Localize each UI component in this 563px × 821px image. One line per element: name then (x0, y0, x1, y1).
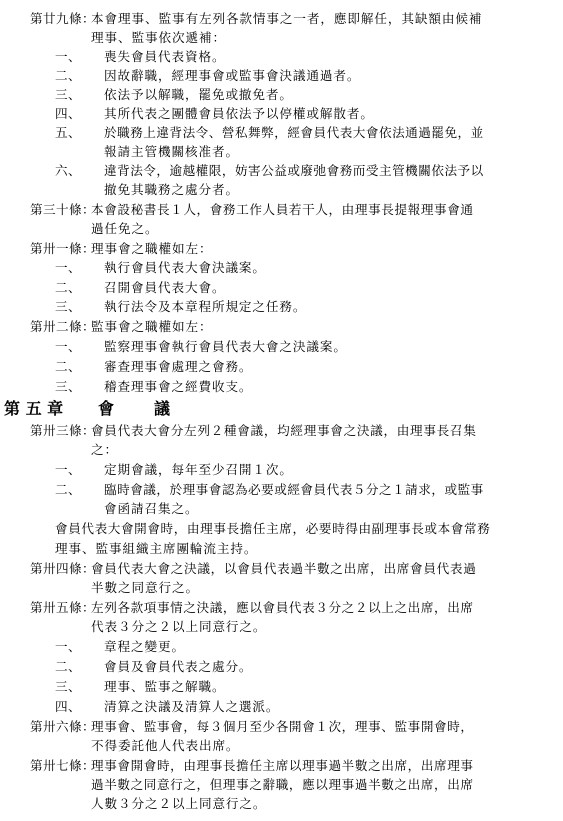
article-label: 第卅一條： (30, 241, 95, 256)
article-label: 第卅二條： (30, 319, 95, 334)
item-text: 定期會議，每年至少召開１次。 (104, 462, 293, 477)
item-number: 二、 (55, 482, 81, 497)
article-text-line: 半數之同意行之。 (91, 580, 199, 595)
item-number: 二、 (55, 359, 81, 374)
article-label: 第卅七條： (30, 758, 95, 773)
article-label: 第卅四條： (30, 561, 95, 576)
item-number: 一、 (55, 462, 81, 477)
article-text-line: 理事會開會時，由理事長擔任主席以理事過半數之出席，出席理事 (91, 758, 474, 773)
article-text-line: 理事、監事依次遞補： (91, 30, 226, 45)
article-text-line: 代表３分之２以上同意行之。 (91, 619, 267, 634)
item-text: 執行會員代表大會決議案。 (104, 260, 266, 275)
item-text: 其所代表之團體會員依法予以停權或解散者。 (104, 106, 374, 121)
article-text-line: 會員代表大會之決議，以會員代表過半數之出席，出席會員代表過 (91, 561, 477, 576)
article-text-line: 理事會之職權如左： (91, 241, 213, 256)
item-text: 召開會員代表大會。 (104, 280, 226, 295)
item-text: 撤免其職務之處分者。 (104, 182, 239, 197)
article-text-line: 過半數之同意行之，但理事之辭職，應以理事過半數之出席，出席 (91, 777, 474, 792)
paragraph-line: 會員代表大會開會時，由理事長擔任主席，必要時得由副理事長或本會常務 (55, 521, 491, 536)
item-text: 違背法令，逾越權限，妨害公益或廢弛會務而受主管機關依法予以 (104, 163, 484, 178)
paragraph-line: 理事、監事組織主席團輪流主持。 (55, 541, 258, 556)
item-number: 三、 (55, 87, 81, 102)
item-text: 監察理事會執行會員代表大會之決議案。 (104, 339, 347, 354)
article-text-line: 監事會之職權如左： (91, 319, 213, 334)
item-text: 因故辭職，經理事會或監事會決議通過者。 (104, 68, 361, 83)
article-label: 第卅六條： (30, 719, 95, 734)
item-text: 臨時會議，於理事會認為必要或經會員代表５分之１請求，或監事 (104, 482, 484, 497)
chapter-title-char: 會 (98, 399, 115, 418)
item-text: 章程之變更。 (104, 639, 185, 654)
item-text: 會員及會員代表之處分。 (104, 659, 253, 674)
item-number: 一、 (55, 639, 81, 654)
item-number: 二、 (55, 659, 81, 674)
item-text: 清算之決議及清算人之選派。 (104, 699, 280, 714)
item-text: 審查理事會處理之會務。 (104, 359, 253, 374)
item-number: 二、 (55, 68, 81, 83)
chapter-number: 第 五 章 (4, 399, 64, 418)
article-label: 第三十條： (30, 202, 95, 217)
item-text: 於職務上違背法令、營私舞弊，經會員代表大會依法通過罷免，並 (104, 125, 484, 140)
article-text-line: 本會理事、監事有左列各款情事之一者，應即解任，其缺額由候補 (91, 11, 483, 26)
item-text: 執行法令及本章程所規定之任務。 (104, 299, 307, 314)
item-number: 一、 (55, 339, 81, 354)
item-text: 會函請召集之。 (104, 501, 199, 516)
item-text: 報請主管機關核准者。 (104, 144, 239, 159)
item-text: 喪失會員代表資格。 (104, 49, 226, 64)
article-text-line: 人數３分之２以上同意行之。 (91, 796, 267, 811)
chapter-title-char: 議 (154, 399, 171, 418)
item-text: 依法予以解職，罷免或撤免者。 (104, 87, 293, 102)
item-number: 六、 (55, 163, 81, 178)
article-text-line: 不得委託他人代表出席。 (91, 738, 240, 753)
item-number: 二、 (55, 280, 81, 295)
article-text-line: 會員代表大會分左列２種會議，均經理事會之決議，由理事長召集 (91, 423, 477, 438)
article-text-line: 左列各款項事情之決議，應以會員代表３分之２以上之出席，出席 (91, 600, 474, 615)
article-label: 第廿九條： (30, 11, 95, 26)
item-number: 一、 (55, 49, 81, 64)
item-number: 四、 (55, 699, 81, 714)
item-number: 五、 (55, 125, 81, 140)
item-text: 理事、監事之解職。 (104, 679, 226, 694)
article-text-line: 過任免之。 (91, 221, 159, 236)
item-text: 稽查理事會之經費收支。 (104, 379, 253, 394)
article-label: 第卅三條： (30, 423, 95, 438)
article-text-line: 理事會、監事會，每３個月至少各開會１次，理事、監事開會時， (91, 719, 474, 734)
article-text-line: 本會設秘書長１人，會務工作人員若干人，由理事長提報理事會通 (91, 202, 474, 217)
item-number: 三、 (55, 379, 81, 394)
article-text-line: 之： (91, 442, 118, 457)
item-number: 三、 (55, 679, 81, 694)
item-number: 四、 (55, 106, 81, 121)
item-number: 一、 (55, 260, 81, 275)
article-label: 第卅五條： (30, 600, 95, 615)
item-number: 三、 (55, 299, 81, 314)
